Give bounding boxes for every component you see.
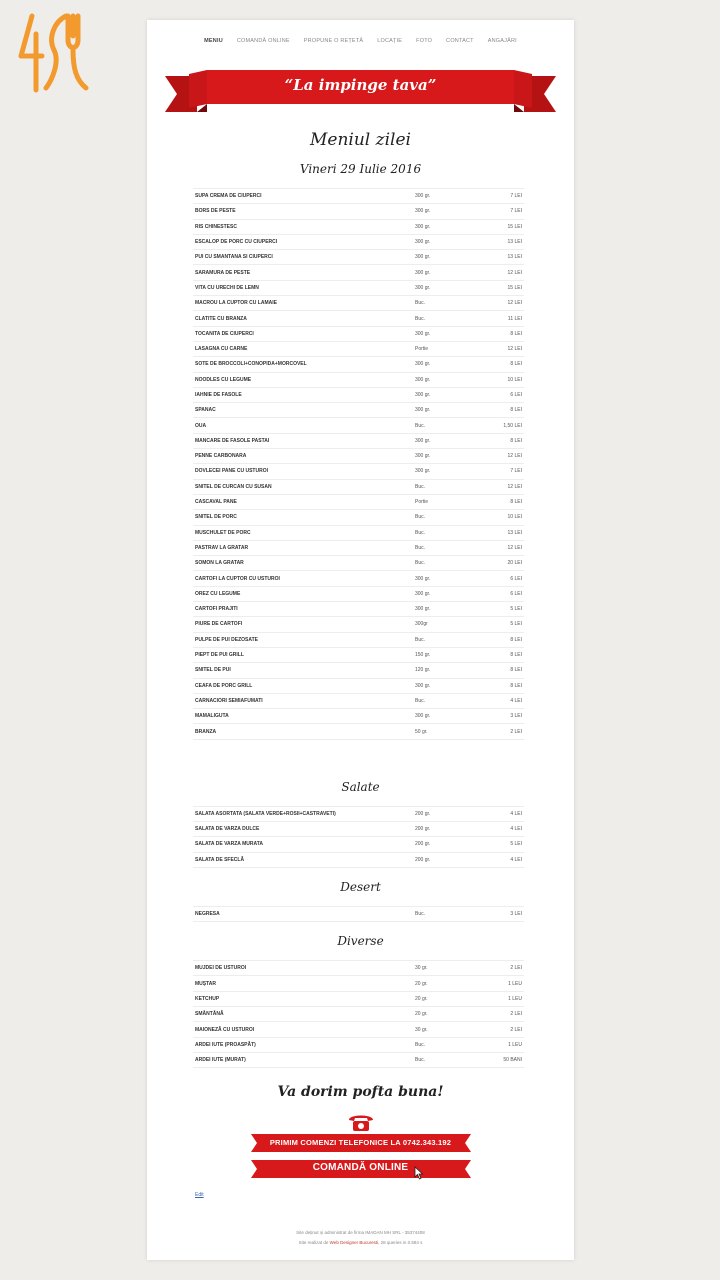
table-row xyxy=(193,464,524,479)
item-price: 4 LEI xyxy=(473,693,524,708)
table-row xyxy=(193,510,524,525)
table-row xyxy=(193,906,524,921)
item-quantity: 300 gr. xyxy=(413,387,473,402)
item-quantity: 300 gr. xyxy=(413,280,473,295)
item-name: ARDEI IUTE (MURAT) xyxy=(193,1052,413,1067)
item-quantity: 200 gr. xyxy=(413,806,473,821)
table-row xyxy=(193,250,524,265)
item-quantity: 300 gr. xyxy=(413,234,473,249)
table-row xyxy=(193,709,524,724)
item-price: 8 LEI xyxy=(473,663,524,678)
table-row xyxy=(193,219,524,234)
item-name: SNITEL DE PORC xyxy=(193,510,413,525)
item-price: 7 LEI xyxy=(473,189,524,204)
table-row xyxy=(193,494,524,509)
item-quantity: Buc. xyxy=(413,418,473,433)
item-quantity: 300 gr. xyxy=(413,586,473,601)
table-row xyxy=(193,1022,524,1037)
footer-owner: Site deținut și administrat de firma IMADAN MH SRL - 35374408 xyxy=(296,1230,425,1235)
item-name: MAIONEZĂ CU USTUROI xyxy=(193,1022,413,1037)
desert-title: Desert xyxy=(340,879,381,894)
item-name: PUI CU SMANTANA SI CIUPERCI xyxy=(193,250,413,265)
banner-title: “La impinge tava” xyxy=(284,76,437,94)
item-quantity: Buc. xyxy=(413,1037,473,1052)
item-quantity: Buc. xyxy=(413,556,473,571)
diverse-title: Diverse xyxy=(337,934,384,949)
item-price: 15 LEI xyxy=(473,219,524,234)
footer-designer-link[interactable]: Web Designer Bucuresti xyxy=(329,1240,379,1245)
item-quantity: 300 gr. xyxy=(413,403,473,418)
item-price: 2 LEI xyxy=(473,724,524,739)
item-quantity: 300 gr. xyxy=(413,602,473,617)
item-quantity: Buc. xyxy=(413,693,473,708)
item-quantity: 20 gr. xyxy=(413,991,473,1006)
item-quantity: 300 gr. xyxy=(413,571,473,586)
main-nav xyxy=(147,20,574,60)
item-quantity: Buc. xyxy=(413,296,473,311)
item-price: 2 LEI xyxy=(473,961,524,976)
table-row xyxy=(193,387,524,402)
nav-item-menu[interactable]: MENIU xyxy=(204,38,223,44)
item-price: 1 LEU xyxy=(473,1037,524,1052)
item-name: PIURE DE CARTOFI xyxy=(193,617,413,632)
table-row xyxy=(193,540,524,555)
item-quantity: Portie xyxy=(413,494,473,509)
table-row xyxy=(193,602,524,617)
table-row xyxy=(193,1037,524,1052)
item-price: 10 LEI xyxy=(473,372,524,387)
item-price: 4 LEI xyxy=(473,821,524,836)
item-quantity: 30 gr. xyxy=(413,961,473,976)
item-name: CARTOFI PRAJITI xyxy=(193,602,413,617)
table-row xyxy=(193,280,524,295)
item-name: SOTE DE BROCCOLI+CONOPIDA+MORCOVEL xyxy=(193,357,413,372)
item-quantity: 300 gr. xyxy=(413,678,473,693)
item-price: 4 LEI xyxy=(473,852,524,867)
table-row xyxy=(193,265,524,280)
table-row xyxy=(193,449,524,464)
item-quantity: 300 gr. xyxy=(413,204,473,219)
item-quantity: 20 gr. xyxy=(413,976,473,991)
item-price: 5 LEI xyxy=(473,617,524,632)
footer-credit xyxy=(147,1238,574,1248)
item-quantity: 120 gr. xyxy=(413,663,473,678)
item-quantity: 200 gr. xyxy=(413,852,473,867)
item-price: 12 LEI xyxy=(473,479,524,494)
edit-link[interactable]: Edit xyxy=(195,1192,204,1199)
item-price: 8 LEI xyxy=(473,357,524,372)
item-price: 6 LEI xyxy=(473,586,524,601)
cursor-icon xyxy=(414,1166,424,1180)
item-quantity: Buc. xyxy=(413,510,473,525)
item-quantity: 300 gr. xyxy=(413,464,473,479)
menu-date: Vineri 29 Iulie 2016 xyxy=(299,162,422,176)
title-banner xyxy=(147,64,574,116)
item-price: 8 LEI xyxy=(473,678,524,693)
item-name: OUA xyxy=(193,418,413,433)
item-name: MANCARE DE FASOLE PASTAI xyxy=(193,433,413,448)
item-name: ARDEI IUTE (PROASPĂT) xyxy=(193,1037,413,1052)
table-row xyxy=(193,372,524,387)
item-name: PIEPT DE PUI GRILL xyxy=(193,647,413,662)
table-row xyxy=(193,976,524,991)
item-price: 12 LEI xyxy=(473,296,524,311)
phone-order-banner[interactable] xyxy=(251,1132,471,1154)
item-name: ESCALOP DE PORC CU CIUPERCI xyxy=(193,234,413,249)
item-quantity: Buc. xyxy=(413,540,473,555)
item-name: SALATA ASORTATA (SALATA VERDE+ROSII+CASTRAVETI) xyxy=(193,806,413,821)
diverse-table xyxy=(193,960,524,1068)
item-name: SALATA DE SFECLĂ xyxy=(193,852,413,867)
table-row xyxy=(193,403,524,418)
item-price: 10 LEI xyxy=(473,510,524,525)
item-quantity: Buc. xyxy=(413,311,473,326)
item-name: OREZ CU LEGUME xyxy=(193,586,413,601)
item-price: 12 LEI xyxy=(473,540,524,555)
item-quantity: Buc. xyxy=(413,1052,473,1067)
item-price: 8 LEI xyxy=(473,403,524,418)
restaurant-logo[interactable] xyxy=(16,10,90,94)
table-row xyxy=(193,341,524,356)
table-row xyxy=(193,296,524,311)
desert-table xyxy=(193,906,524,922)
item-name: BORS DE PESTE xyxy=(193,204,413,219)
item-name: LASAGNA CU CARNE xyxy=(193,341,413,356)
salads-table xyxy=(193,806,524,868)
item-quantity: 300 gr. xyxy=(413,449,473,464)
item-name: CEAFA DE PORC GRILL xyxy=(193,678,413,693)
table-row xyxy=(193,991,524,1006)
item-name: SOMON LA GRATAR xyxy=(193,556,413,571)
item-name: BRANZA xyxy=(193,724,413,739)
item-price: 7 LEI xyxy=(473,464,524,479)
item-quantity: 300 gr. xyxy=(413,709,473,724)
item-price: 13 LEI xyxy=(473,250,524,265)
nav-item-contact[interactable]: CONTACT xyxy=(446,38,474,44)
item-quantity: 150 gr. xyxy=(413,647,473,662)
item-price: 20 LEI xyxy=(473,556,524,571)
item-price: 12 LEI xyxy=(473,265,524,280)
item-price: 8 LEI xyxy=(473,647,524,662)
order-online-label: COMANDĂ ONLINE xyxy=(312,1162,409,1174)
footer-credit-prefix: Site realizat de xyxy=(298,1240,329,1245)
item-price: 2 LEI xyxy=(473,1022,524,1037)
item-price: 1,50 LEI xyxy=(473,418,524,433)
item-name: PULPE DE PUI DEZOSATE xyxy=(193,632,413,647)
item-name: MUȘTAR xyxy=(193,976,413,991)
item-price: 12 LEI xyxy=(473,341,524,356)
table-row xyxy=(193,189,524,204)
item-name: PASTRAV LA GRATAR xyxy=(193,540,413,555)
order-online-button[interactable] xyxy=(251,1158,471,1180)
item-quantity: 300 gr. xyxy=(413,265,473,280)
item-quantity: 300gr xyxy=(413,617,473,632)
table-row xyxy=(193,693,524,708)
table-row xyxy=(193,821,524,836)
item-quantity: 300 gr. xyxy=(413,372,473,387)
table-row xyxy=(193,1052,524,1067)
item-name: SNITEL DE PUI xyxy=(193,663,413,678)
nav-item-jobs[interactable]: ANGAJĂRI xyxy=(487,38,517,44)
table-row xyxy=(193,617,524,632)
item-price: 15 LEI xyxy=(473,280,524,295)
footer-credit-suffix: , 28 queries in 0.584 s xyxy=(378,1240,423,1245)
table-row xyxy=(193,837,524,852)
item-price: 5 LEI xyxy=(473,602,524,617)
salads-title: Salate xyxy=(341,779,380,794)
item-price: 3 LEI xyxy=(473,709,524,724)
item-price: 11 LEI xyxy=(473,311,524,326)
item-quantity: 200 gr. xyxy=(413,837,473,852)
item-price: 6 LEI xyxy=(473,387,524,402)
menu-title: Meniul zilei xyxy=(310,130,411,150)
item-name: CARTOFI LA CUPTOR CU USTUROI xyxy=(193,571,413,586)
item-price: 7 LEI xyxy=(473,204,524,219)
table-row xyxy=(193,525,524,540)
item-price: 2 LEI xyxy=(473,1007,524,1022)
table-row xyxy=(193,961,524,976)
table-row xyxy=(193,326,524,341)
table-row xyxy=(193,678,524,693)
item-price: 4 LEI xyxy=(473,806,524,821)
item-quantity: 300 gr. xyxy=(413,250,473,265)
item-name: SARAMURA DE PESTE xyxy=(193,265,413,280)
item-name: NOODLES CU LEGUME xyxy=(193,372,413,387)
item-name: SALATA DE VARZA MURATA xyxy=(193,837,413,852)
table-row xyxy=(193,724,524,739)
item-price: 8 LEI xyxy=(473,326,524,341)
item-name: SALATA DE VARZA DULCE xyxy=(193,821,413,836)
table-row xyxy=(193,647,524,662)
item-name: IAHNIE DE FASOLE xyxy=(193,387,413,402)
table-row xyxy=(193,1007,524,1022)
telephone-icon xyxy=(346,1112,376,1132)
page-container xyxy=(147,20,574,1260)
item-name: SPANAC xyxy=(193,403,413,418)
item-name: VITA CU URECHI DE LEMN xyxy=(193,280,413,295)
item-price: 6 LEI xyxy=(473,571,524,586)
closing-message: Va dorim pofta buna! xyxy=(277,1084,444,1101)
item-price: 8 LEI xyxy=(473,632,524,647)
item-price: 1 LEU xyxy=(473,991,524,1006)
nav-item-photo[interactable]: FOTO xyxy=(416,38,433,44)
item-quantity: Portie xyxy=(413,341,473,356)
item-name: PENNE CARBONARA xyxy=(193,449,413,464)
table-row xyxy=(193,418,524,433)
table-row xyxy=(193,479,524,494)
item-price: 50 BANI xyxy=(473,1052,524,1067)
item-quantity: 300 gr. xyxy=(413,357,473,372)
daily-menu-table xyxy=(193,188,524,740)
table-row xyxy=(193,586,524,601)
item-quantity: 300 gr. xyxy=(413,326,473,341)
item-price: 1 LEU xyxy=(473,976,524,991)
item-name: MUSCHULET DE PORC xyxy=(193,525,413,540)
site-footer xyxy=(147,1228,574,1248)
item-price: 5 LEI xyxy=(473,837,524,852)
item-name: SNITEL DE CURCAN CU SUSAN xyxy=(193,479,413,494)
item-quantity: Buc. xyxy=(413,479,473,494)
item-name: KETCHUP xyxy=(193,991,413,1006)
table-row xyxy=(193,433,524,448)
item-quantity: Buc. xyxy=(413,632,473,647)
item-quantity: 30 gr. xyxy=(413,1022,473,1037)
item-name: CARNACIORI SEMIAFUMATI xyxy=(193,693,413,708)
phone-order-text: PRIMIM COMENZI TELEFONICE LA 0742.343.192 xyxy=(269,1138,452,1148)
table-row xyxy=(193,556,524,571)
table-row xyxy=(193,852,524,867)
table-row xyxy=(193,234,524,249)
table-row xyxy=(193,632,524,647)
item-price: 8 LEI xyxy=(473,494,524,509)
item-price: 12 LEI xyxy=(473,449,524,464)
item-price: 3 LEI xyxy=(473,906,524,921)
item-quantity: 300 gr. xyxy=(413,219,473,234)
nav-item-propose-recipe[interactable]: PROPUNE O REȚETĂ xyxy=(303,38,364,44)
nav-item-order-online[interactable]: COMANDĂ ONLINE xyxy=(236,38,290,44)
item-name: CASCAVAL PANE xyxy=(193,494,413,509)
item-name: MAMALIGUTA xyxy=(193,709,413,724)
table-row xyxy=(193,204,524,219)
item-quantity: 50 gr. xyxy=(413,724,473,739)
item-name: SMÂNTÂNĂ xyxy=(193,1007,413,1022)
nav-item-location[interactable]: LOCAȚIE xyxy=(377,38,403,44)
item-name: CLATITE CU BRANZA xyxy=(193,311,413,326)
item-name: RIS CHINESTESC xyxy=(193,219,413,234)
item-price: 8 LEI xyxy=(473,433,524,448)
item-price: 13 LEI xyxy=(473,234,524,249)
table-row xyxy=(193,357,524,372)
item-quantity: 20 gr. xyxy=(413,1007,473,1022)
table-row xyxy=(193,571,524,586)
item-quantity: 300 gr. xyxy=(413,433,473,448)
table-row xyxy=(193,311,524,326)
item-name: DOVLECEI PANE CU USTUROI xyxy=(193,464,413,479)
table-row xyxy=(193,663,524,678)
item-quantity: 300 gr. xyxy=(413,189,473,204)
item-quantity: 200 gr. xyxy=(413,821,473,836)
item-price: 13 LEI xyxy=(473,525,524,540)
item-name: TOCANITA DE CIUPERCI xyxy=(193,326,413,341)
item-name: SUPA CREMA DE CIUPERCI xyxy=(193,189,413,204)
item-name: MUJDEI DE USTUROI xyxy=(193,961,413,976)
item-quantity: Buc. xyxy=(413,906,473,921)
item-quantity: Buc. xyxy=(413,525,473,540)
table-row xyxy=(193,806,524,821)
item-name: MACROU LA CUPTOR CU LAMAIE xyxy=(193,296,413,311)
item-name: NEGRESA xyxy=(193,906,413,921)
